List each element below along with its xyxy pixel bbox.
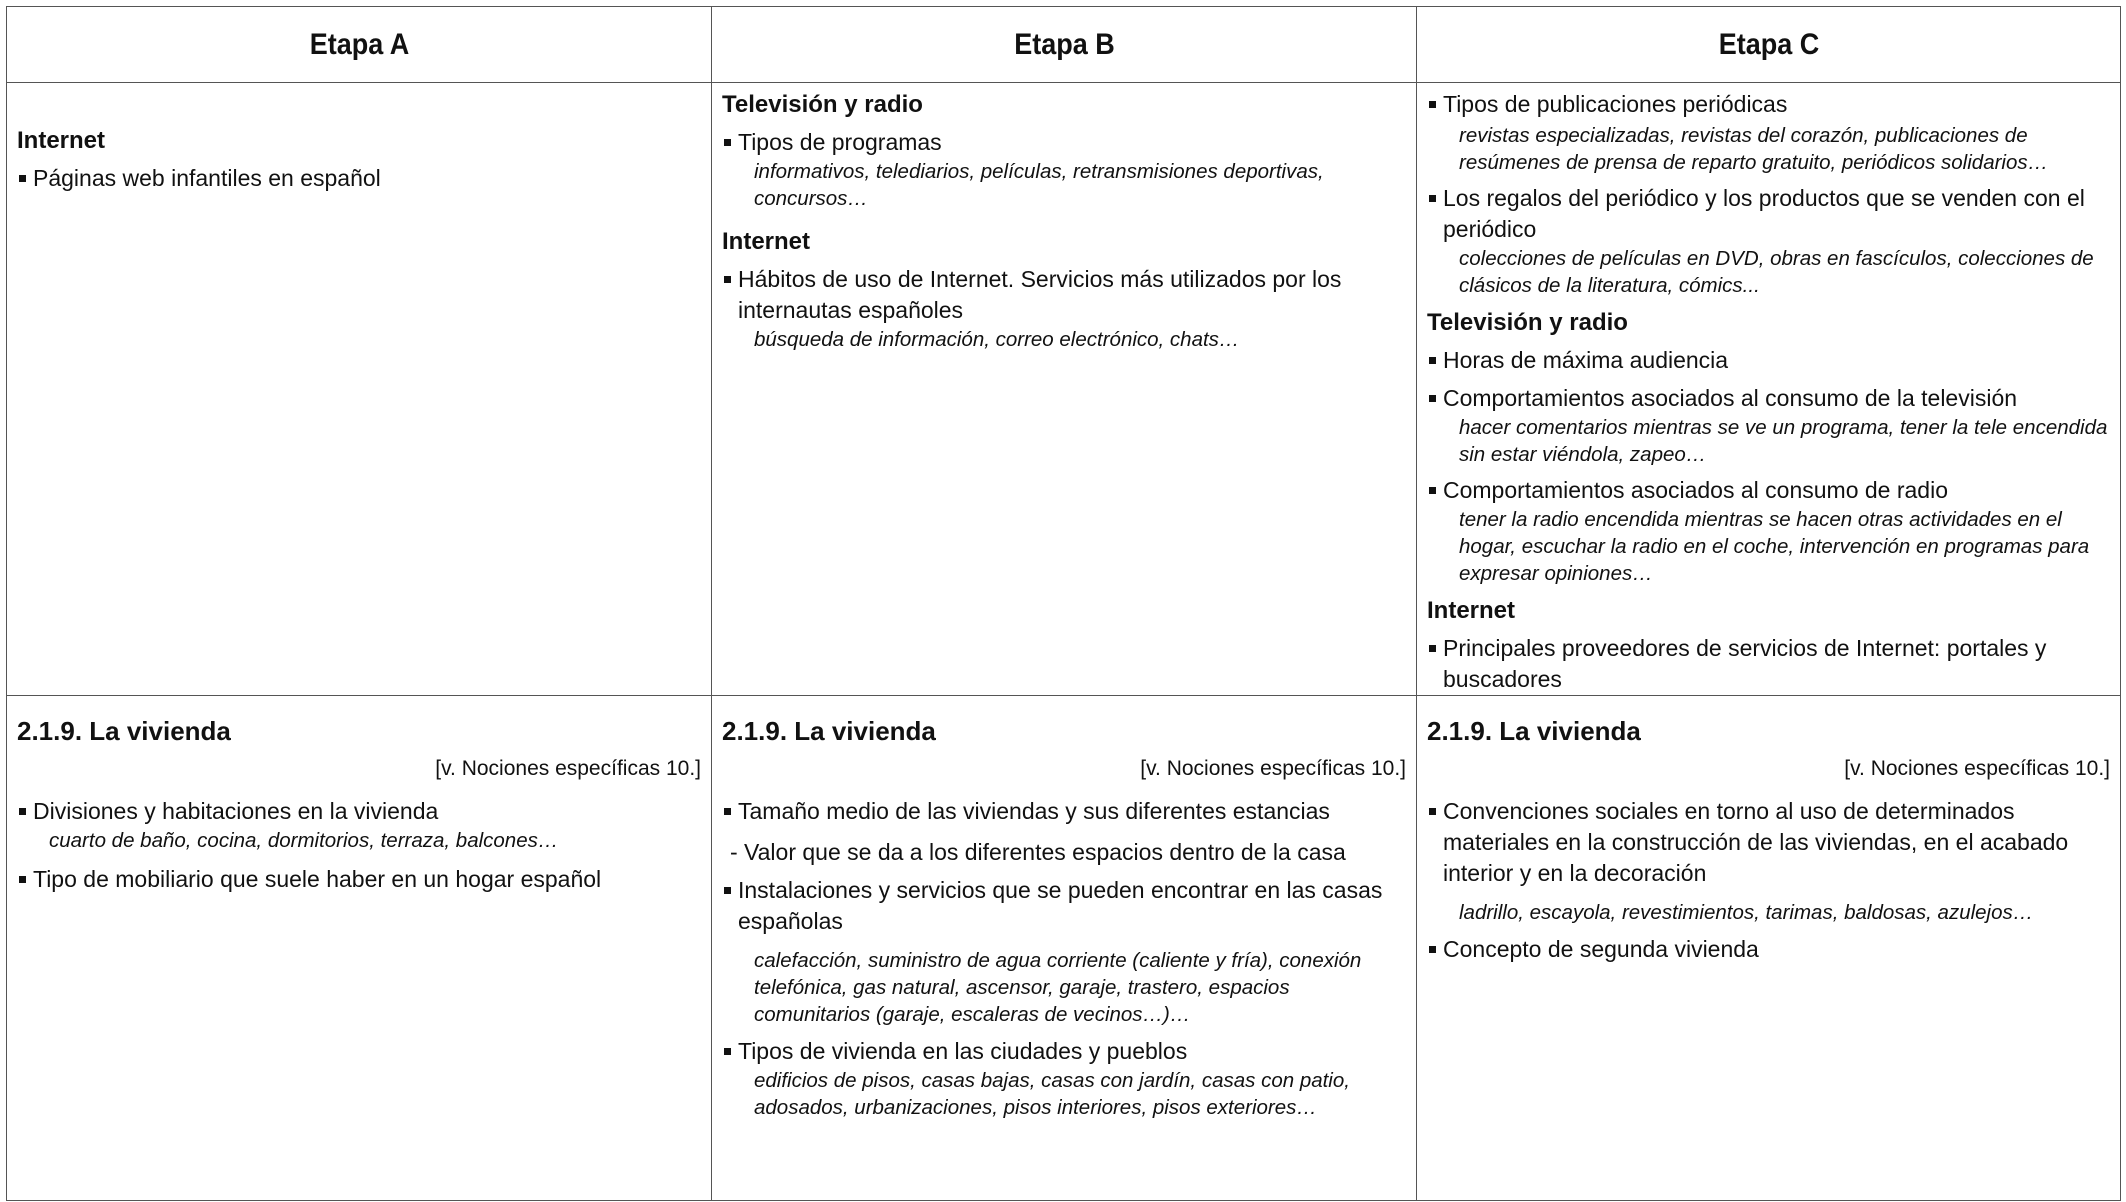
examples-text: hacer comentarios mientras se ve un programa, tener la tele encendida sin estar viéndola, zapeo… xyxy=(1459,416,2108,466)
list-item: Comportamientos asociados al consumo de radio xyxy=(1427,475,2110,506)
section-heading: Televisión y radio xyxy=(1427,309,1628,336)
list-item: Instalaciones y servicios que se pueden encontrar en las casas españolas xyxy=(722,875,1406,937)
section-title: 2.1.9. La vivienda xyxy=(722,716,936,746)
header-etapa-a xyxy=(42,7,677,83)
examples-text: cuarto de baño, cocina, dormitorios, terraza, balcones… xyxy=(49,829,559,852)
list-item: Tipo de mobiliario que suele haber en un hogar español xyxy=(17,864,701,895)
list-item: Concepto de segunda vivienda xyxy=(1427,934,2110,965)
cell-c-vivienda xyxy=(1417,696,2121,1201)
examples-text: calefacción, suministro de agua corriente (caliente y fría), conexión telefónica, gas natural, ascensor, garaje, trastero, espacios comunitarios (garaje, escaleras de vecinos…)… xyxy=(754,949,1362,1026)
list-item: Hábitos de uso de Internet. Servicios más utilizados por los internautas españoles xyxy=(722,264,1406,326)
list-item: Tamaño medio de las viviendas y sus diferentes estancias xyxy=(722,796,1406,827)
header-etapa-c xyxy=(1452,7,2086,83)
list-item: Páginas web infantiles en español xyxy=(17,163,701,194)
vivienda-row xyxy=(7,696,2121,1201)
reference-note: [v. Nociones específicas 10.] xyxy=(1140,757,1406,780)
list-item: Tipos de publicaciones periódicas xyxy=(1427,89,2110,120)
list-item: Principales proveedores de servicios de Internet: portales y buscadores xyxy=(1427,633,2110,695)
examples-text: edificios de pisos, casas bajas, casas con jardín, casas con patio, adosados, urbanizaciones, pisos interiores, pisos exteriores… xyxy=(754,1069,1350,1119)
examples-text: colecciones de películas en DVD, obras en fascículos, colecciones de clásicos de la literatura, cómics... xyxy=(1459,247,2094,297)
examples-text: ladrillo, escayola, revestimientos, tarimas, baldosas, azulejos… xyxy=(1459,901,2034,924)
section-title: 2.1.9. La vivienda xyxy=(1427,716,1641,746)
cell-b-vivienda xyxy=(712,696,1417,1201)
list-item: Horas de máxima audiencia xyxy=(1427,345,2110,376)
reference-note: [v. Nociones específicas 10.] xyxy=(435,757,701,780)
header-label: Etapa C xyxy=(1718,27,1819,61)
cell-a-media xyxy=(7,83,712,696)
cell-c-media xyxy=(1417,83,2121,696)
curriculum-table xyxy=(6,6,2121,1201)
reference-note: [v. Nociones específicas 10.] xyxy=(1844,757,2110,780)
cell-a-vivienda xyxy=(7,696,712,1201)
sub-list-item: - Valor que se da a los diferentes espacios dentro de la casa xyxy=(722,837,1406,868)
header-etapa-b xyxy=(747,7,1382,83)
examples-text: tener la radio encendida mientras se hacen otras actividades en el hogar, escuchar la radio en el coche, intervención en programas para expresar opiniones… xyxy=(1459,508,2090,585)
examples-text: informativos, telediarios, películas, retransmisiones deportivas, concursos… xyxy=(754,160,1324,210)
header-row xyxy=(7,7,2121,83)
list-item: Convenciones sociales en torno al uso de determinados materiales en la construcción de las viviendas, en el acabado interior y en la decoración xyxy=(1427,796,2110,889)
section-heading: Internet xyxy=(17,127,106,154)
list-item: Comportamientos asociados al consumo de la televisión xyxy=(1427,383,2110,414)
media-row xyxy=(7,83,2121,696)
list-item: Los regalos del periódico y los productos que se venden con el periódico xyxy=(1427,183,2110,245)
list-item: Tipos de programas xyxy=(722,127,1406,158)
section-title: 2.1.9. La vivienda xyxy=(17,716,231,746)
examples-text: revistas especializadas, revistas del corazón, publicaciones de resúmenes de prensa de reparto gratuito, periódicos solidarios… xyxy=(1459,124,2049,174)
section-heading: Televisión y radio xyxy=(722,91,923,118)
section-heading: Internet xyxy=(722,228,811,255)
header-label: Etapa A xyxy=(309,27,409,61)
cell-b-media xyxy=(712,83,1417,696)
list-item: Tipos de vivienda en las ciudades y pueblos xyxy=(722,1036,1406,1067)
list-item: Divisiones y habitaciones en la vivienda xyxy=(17,796,701,827)
header-label: Etapa B xyxy=(1013,27,1115,61)
section-heading: Internet xyxy=(1427,597,1516,624)
examples-text: búsqueda de información, correo electrónico, chats… xyxy=(754,328,1240,351)
